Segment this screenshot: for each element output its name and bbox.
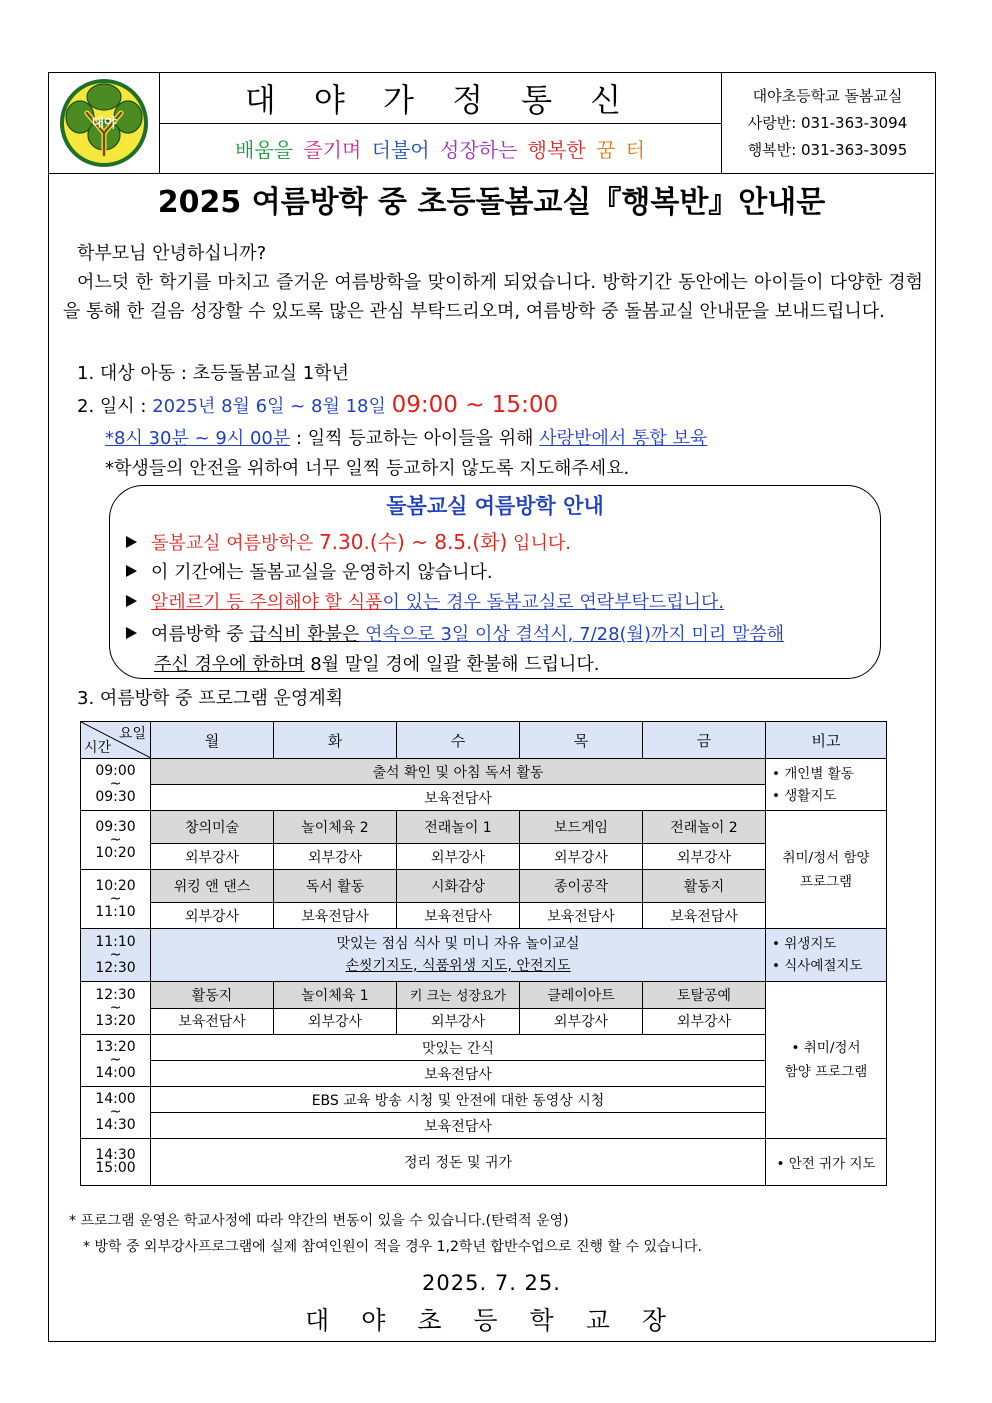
staff-cell: 보육전담사 — [274, 903, 397, 929]
slogan-word: 더불어 — [371, 137, 430, 162]
lunch-text: 맛있는 점심 식사 및 미니 자유 놀이교실 — [336, 936, 580, 952]
note-text: • 위생지도 — [772, 936, 837, 952]
corner-cell — [81, 722, 151, 759]
item-label: 2. 일시 : — [77, 396, 153, 417]
note-cell: • 안전 귀가 지도 — [766, 1139, 887, 1186]
notice-line — [126, 588, 724, 614]
time-start: 09:30 — [95, 818, 136, 835]
time-cell: 12:30 ~ 13:20 — [81, 982, 151, 1035]
notice-text: 8월 말일 경에 일괄 환불해 드립니다. — [304, 654, 600, 675]
activity-cell: 맛있는 간식 — [151, 1035, 766, 1061]
note-cell — [766, 982, 887, 1139]
note-text: • 취미/정서 — [791, 1040, 861, 1056]
slogan-word: 즐기며 — [303, 137, 362, 162]
activity-cell: 보드게임 — [520, 811, 643, 844]
notice-text: 입니다. — [507, 533, 571, 554]
activity-cell: 토탈공예 — [643, 982, 766, 1009]
allergy-text: 알레르기 등 주의해야 할 식품 — [151, 592, 383, 613]
staff-cell: 보육전담사 — [520, 903, 643, 929]
triangle-bullet-icon — [126, 627, 137, 639]
day-header: 수 — [397, 722, 520, 759]
main-title: 2025 여름방학 중 초등돌봄교실『행복반』안내문 — [157, 185, 826, 220]
time-start: 13:20 — [95, 1039, 136, 1055]
activity-cell: 위킹 앤 댄스 — [151, 870, 274, 903]
time-end: 10:20 — [95, 844, 136, 861]
table-row — [81, 759, 887, 785]
table-header-row — [81, 722, 887, 759]
activity-cell: 활동지 — [643, 870, 766, 903]
activity-cell: 독서 활동 — [274, 870, 397, 903]
time-cell: 09:30 ~ 10:20 — [81, 811, 151, 870]
contact-info — [721, 73, 934, 173]
note-header: 비고 — [766, 722, 887, 759]
time-start: 09:00 — [95, 763, 136, 779]
slogan-word: 꿈 — [595, 137, 616, 162]
note-cell — [766, 929, 887, 982]
table-row — [81, 811, 887, 844]
corner-time-label: 시간 — [84, 740, 112, 756]
time-end: 12:30 — [95, 959, 136, 976]
staff-cell: 외부강사 — [643, 1008, 766, 1035]
note-text: • 생활지도 — [772, 787, 837, 804]
refund-text: 급식비 환불은 — [249, 624, 360, 645]
time-end: 13:20 — [95, 1012, 136, 1029]
time-end: 11:10 — [95, 903, 136, 920]
item-schedule — [77, 391, 558, 421]
triangle-bullet-icon — [126, 565, 137, 577]
note-cell — [766, 759, 887, 811]
refund-condition: 주신 경우에 한하며 — [154, 654, 305, 675]
table-row — [81, 1139, 887, 1186]
table-row — [81, 982, 887, 1009]
time-start: 12:30 — [95, 986, 136, 1003]
staff-cell: 외부강사 — [151, 903, 274, 929]
activity-cell: 활동지 — [151, 982, 274, 1009]
note-text: • 식사예절지도 — [772, 958, 863, 974]
integrated-care: 사랑반에서 통합 보육 — [539, 428, 708, 449]
activity-cell: 시화감상 — [397, 870, 520, 903]
note-text: • 개인별 활동 — [772, 765, 854, 782]
activity-cell: 출석 확인 및 아침 독서 활동 — [151, 759, 766, 785]
notice-text: 여름방학 중 — [151, 624, 250, 645]
staff-cell: 외부강사 — [397, 1008, 520, 1035]
slogan-word: 터 — [625, 137, 645, 162]
period-time: 09:00 ~ 15:00 — [391, 392, 559, 418]
time-start: 14:00 — [95, 1091, 136, 1107]
safety-note: *학생들의 안전을 위하여 너무 일찍 등교하지 않도록 지도해주세요. — [105, 458, 630, 479]
svg-text:대야: 대야 — [91, 116, 117, 131]
issue-date: 2025. 7. 25. — [422, 1271, 561, 1295]
triangle-bullet-icon — [126, 536, 137, 548]
notice-box — [109, 485, 881, 679]
time-end: 09:30 — [95, 789, 136, 805]
early-text: : 일찍 등교하는 아이들을 위해 — [290, 428, 540, 449]
lunch-cell — [151, 929, 766, 982]
activity-cell: 전래놀이 2 — [643, 811, 766, 844]
notice-text: 돌봄교실 여름방학은 — [151, 533, 319, 554]
period-date: 2025년 8월 6일 ~ 8월 18일 — [152, 396, 386, 417]
time-cell: 11:10 ~ 12:30 — [81, 929, 151, 982]
note-text: 취미/정서 함양 — [782, 849, 870, 866]
notice-page — [48, 72, 936, 1342]
notice-line — [126, 558, 493, 584]
staff-cell: 외부강사 — [274, 1008, 397, 1035]
notice-line — [126, 620, 784, 646]
slogan-word: 배움을 — [235, 137, 293, 162]
activity-cell: 종이공작 — [520, 870, 643, 903]
contact-request: 이 있는 경우 돌봄교실로 연락부탁드립니다. — [382, 592, 725, 613]
staff-cell: 보육전담사 — [643, 903, 766, 929]
time-cell: 09:00 ~ 09:30 — [81, 759, 151, 811]
time-end: 15:00 — [95, 1160, 136, 1176]
time-cell: 13:20 ~ 14:00 — [81, 1035, 151, 1087]
time-cell — [81, 1139, 151, 1186]
greeting: 학부모님 안녕하십니까? — [77, 243, 267, 264]
school-logo — [49, 73, 159, 173]
principal-signature: 대 야 초 등 학 교 장 — [305, 1306, 678, 1335]
staff-cell: 외부강사 — [274, 844, 397, 870]
notice-box-title: 돌봄교실 여름방학 안내 — [386, 494, 604, 518]
table-row — [81, 929, 887, 982]
footnote: * 방학 중 외부강사프로그램에 실제 참여인원이 적을 경우 1,2학년 합반수업으로 진행 할 수 있습니다. — [83, 1239, 703, 1255]
staff-cell: 보육전담사 — [397, 903, 520, 929]
triangle-bullet-icon — [126, 595, 137, 607]
staff-cell: 보육전담사 — [151, 1061, 766, 1087]
early-time: *8시 30분 ~ 9시 00분 — [105, 428, 291, 449]
time-cell: 14:00 ~ 14:30 — [81, 1087, 151, 1139]
time-start: 10:20 — [95, 877, 136, 894]
activity-cell: 놀이체육 2 — [274, 811, 397, 844]
day-header: 금 — [643, 722, 766, 759]
activity-cell: 놀이체육 1 — [274, 982, 397, 1009]
staff-cell: 외부강사 — [151, 844, 274, 870]
activity-cell: 정리 정돈 및 귀가 — [151, 1139, 766, 1186]
lunch-guidance: 손씻기지도, 식품위생 지도, 안전지도 — [345, 958, 571, 974]
time-start: 14:30 — [95, 1147, 136, 1163]
break-dates: 7.30.(수) ~ 8.5.(화) — [318, 530, 508, 554]
staff-cell: 외부강사 — [520, 844, 643, 870]
activity-cell: 창의미술 — [151, 811, 274, 844]
contact-line: 행복반: 031-363-3095 — [747, 141, 908, 159]
item-target: 1. 대상 아동 : 초등돌봄교실 1학년 — [77, 363, 349, 384]
staff-cell: 외부강사 — [397, 844, 520, 870]
time-start: 11:10 — [95, 933, 136, 950]
staff-cell: 외부강사 — [643, 844, 766, 870]
staff-cell: 보육전담사 — [151, 1008, 274, 1035]
contact-line: 대야초등학교 돌봄교실 — [752, 87, 903, 105]
notice-line — [154, 650, 599, 676]
program-schedule-table — [80, 721, 887, 1186]
corner-day-label: 요일 — [118, 726, 146, 742]
letterhead — [49, 73, 934, 174]
slogan-word: 행복한 — [527, 137, 586, 162]
activity-cell: 클레이아트 — [520, 982, 643, 1009]
day-header: 목 — [520, 722, 643, 759]
slogan-word: 성장하는 — [440, 137, 518, 162]
early-note — [105, 424, 707, 450]
item-program: 3. 여름방학 중 프로그램 운영계획 — [77, 688, 344, 709]
staff-cell: 외부강사 — [520, 1008, 643, 1035]
note-text: 함양 프로그램 — [784, 1064, 868, 1080]
school-slogan — [159, 123, 721, 173]
day-header: 화 — [274, 722, 397, 759]
staff-cell: 보육전담사 — [151, 1113, 766, 1139]
activity-cell: 키 크는 성장요가 — [397, 982, 520, 1009]
staff-cell: 보육전담사 — [151, 785, 766, 811]
logo-cell — [49, 73, 160, 173]
contact-line: 사랑반: 031-363-3094 — [747, 114, 908, 132]
intro-paragraph: 어느덧 한 학기를 마치고 즐거운 여름방학을 맞이하게 되었습니다. 방학기간 동안에는 아이들이 다양한 경험을 통해 한 걸음 성장할 수 있도록 많은 관심 부탁드리오며, 여름방학 중 돌봄교실 안내문을 보내드립니다. — [63, 272, 923, 322]
note-cell — [766, 811, 887, 929]
activity-cell: 전래놀이 1 — [397, 811, 520, 844]
activity-cell: EBS 교육 방송 시청 및 안전에 대한 동영상 시청 — [151, 1087, 766, 1113]
time-end: 14:30 — [95, 1117, 136, 1133]
footnote: * 프로그램 운영은 학교사정에 따라 약간의 변동이 있을 수 있습니다.(탄력적 운영) — [69, 1213, 569, 1229]
notice-line — [126, 526, 571, 555]
day-header: 월 — [151, 722, 274, 759]
notice-text: 이 기간에는 돌봄교실을 운영하지 않습니다. — [151, 562, 493, 583]
time-cell: 10:20 ~ 11:10 — [81, 870, 151, 929]
refund-condition: 연속으로 3일 이상 결석시, 7/28(월)까지 미리 말씀해 — [359, 624, 785, 645]
note-text: 프로그램 — [799, 873, 853, 890]
newsletter-title: 대 야 가 정 통 신 — [159, 73, 721, 124]
time-end: 14:00 — [95, 1065, 136, 1081]
title-cell — [159, 73, 722, 173]
